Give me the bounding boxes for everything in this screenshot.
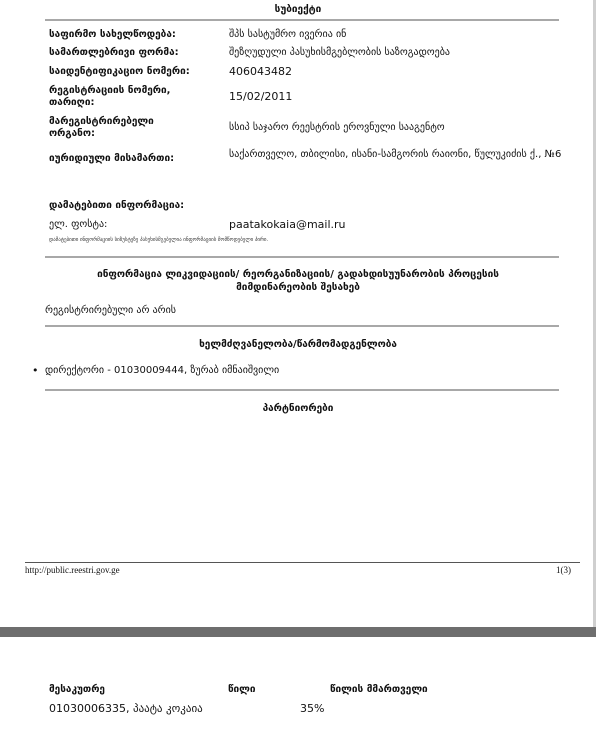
section-divider <box>45 389 559 391</box>
field-value: საქართველო, თბილისი, ისანი-სამგორის რაიონი, წულუკიძის ქ., №6 <box>229 149 562 160</box>
additional-info-title: დამატებითი ინფორმაცია: <box>49 200 185 211</box>
field-value: შეზღუდული პასუხისმგებლობის საზოგადოება <box>229 47 450 58</box>
partners-header-owner: მესაკუთრე <box>49 684 105 695</box>
page-gap <box>0 627 596 637</box>
email-label: ელ. ფოსტა: <box>49 219 108 230</box>
partners-section-title: პარტნიორები <box>262 403 334 414</box>
liquidation-section-title: ინფორმაცია ლიკვიდაციის/ რეორგანიზაციის/ გადახდისუუნარობის პროცესის მიმდინარეობის შესახებ <box>97 269 499 293</box>
field-value: შპს სასტუმრო ივერია ინ <box>229 29 347 40</box>
subject-section-title: სუბიექტი <box>274 4 322 15</box>
partner-owner: 01030006335, პაატა კოკაია <box>49 702 203 715</box>
section-divider <box>45 325 559 327</box>
footer-page-number: 1(3) <box>556 565 571 575</box>
field-label: საიდენტიფიკაციო ნომერი: <box>49 66 190 77</box>
field-value: 406043482 <box>229 65 292 78</box>
section-divider <box>45 256 559 258</box>
partner-share: 35% <box>300 702 325 715</box>
management-item: დირექტორი - 01030009444, ზურაბ იმნაიშვილი <box>45 365 280 376</box>
field-label: იურიდიული მისამართი: <box>49 153 175 164</box>
additional-info-disclaimer: დამატებითი ინფორმაციის სიზუსტეზე პასუხისმგებელია ინფორმაციის მომწოდებელი პირი. <box>49 237 269 243</box>
email-value: paatakokaia@mail.ru <box>229 218 346 231</box>
footer-url: http://public.reestri.gov.ge <box>25 565 120 575</box>
field-label: სამართლებრივი ფორმა: <box>49 47 179 58</box>
field-label: მარეგისტრირებელი ორგანო: <box>49 116 154 139</box>
footer-divider <box>25 562 580 563</box>
field-label: საფირმო სახელწოდება: <box>49 29 176 40</box>
list-bullet: • <box>32 364 39 377</box>
management-section-title: ხელმძღვანელობა/წარმომადგენლობა <box>199 339 397 350</box>
document-page-2 <box>0 637 596 729</box>
partners-header-manager: წილის მმართველი <box>330 684 428 695</box>
field-value: სსიპ საჯარო რეესტრის ეროვნული სააგენტო <box>229 122 445 133</box>
partners-header-share: წილი <box>228 684 256 695</box>
field-value: 15/02/2011 <box>229 90 293 103</box>
title-divider <box>45 19 559 21</box>
liquidation-status: რეგისტრირებული არ არის <box>45 305 177 316</box>
field-label: რეგისტრაციის ნომერი, თარიღი: <box>49 85 171 108</box>
